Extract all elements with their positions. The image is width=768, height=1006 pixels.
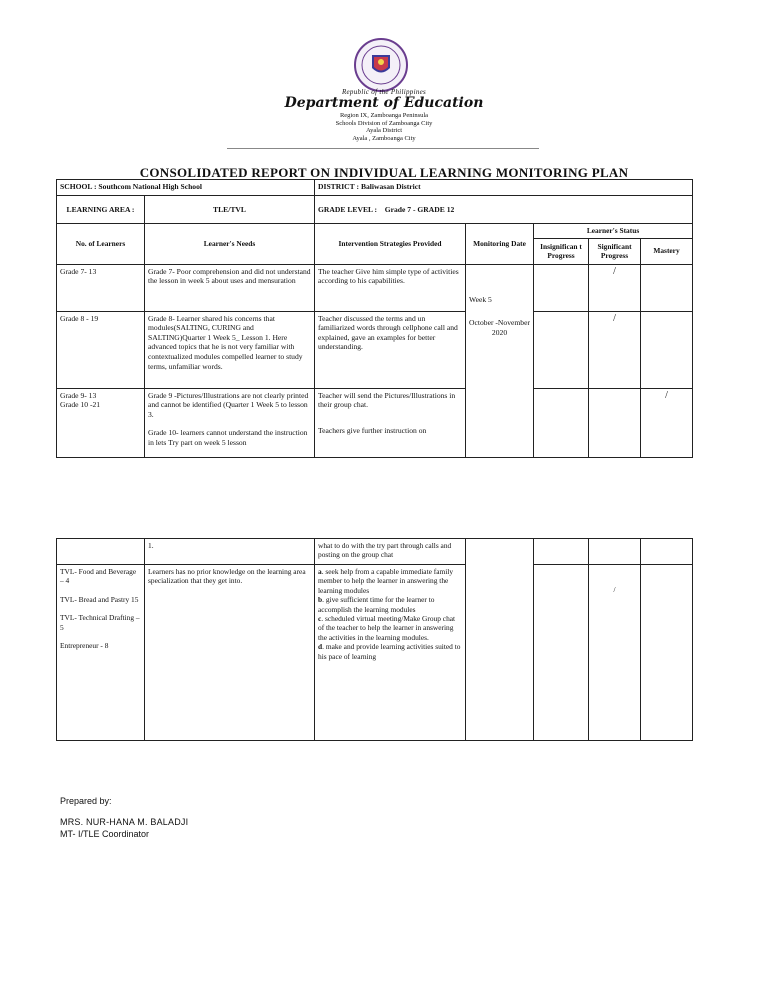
header-learners: No. of Learners	[57, 224, 145, 265]
insignificant-grade9-10	[534, 388, 589, 457]
grade-level-cell	[315, 196, 693, 224]
tvl-significant-mark: /	[589, 565, 641, 741]
district-name: Baliwasan District	[360, 182, 421, 191]
strategies-grade8: Teacher discussed the terms and un familiarized words through cellphone call and explained, gave an examples for better understanding.	[315, 311, 466, 388]
header-monitoring-date: Monitoring Date	[466, 224, 534, 265]
tvl-bread-pastry: TVL- Bread and Pastry 15	[60, 594, 139, 604]
strategy-a: a. seek help from a capable immediate family member to help the learner in answering the learning modules	[318, 567, 454, 595]
needs-grade10: Grade 10- learners cannot understand the instruction in lets Try part on week 5 lesson	[148, 428, 308, 447]
school-label: SCHOOL :	[60, 182, 97, 191]
grade-level-value: Grade 7 - GRADE 12	[384, 204, 455, 214]
cont-needs-item: 1.	[145, 539, 315, 565]
continuation-table	[56, 538, 693, 741]
header-mastery: Mastery	[641, 238, 693, 264]
letterhead-divider	[227, 148, 539, 149]
republic-line: Republic of the Philippines	[341, 88, 427, 96]
district-line: Ayala District	[365, 127, 403, 135]
significant-grade9-10	[589, 388, 641, 457]
district-label: DISTRICT :	[318, 182, 360, 191]
deped-seal-logo	[353, 37, 409, 93]
learners-grade9: Grade 9- 13	[60, 390, 97, 400]
prepared-by-label: Prepared by:	[60, 796, 112, 806]
strategies-grade7: The teacher Give him simple type of activities according to his capabilities.	[315, 264, 466, 311]
tvl-strategies	[315, 565, 466, 741]
needs-grade9-10	[145, 388, 315, 457]
header-strategies: Intervention Strategies Provided	[315, 224, 466, 265]
division-line: Schools Division of Zamboanga City	[335, 119, 433, 127]
strategies-grade10: Teachers give further instruction on	[318, 425, 427, 435]
city-line: Ayala , Zamboanga City	[352, 134, 416, 142]
tvl-technical-drafting: TVL- Technical Drafting – 5	[60, 613, 140, 632]
strategy-b: b. give sufficient time for the learner to accomplish the learning modules	[318, 595, 435, 614]
learners-grade9-10	[57, 388, 145, 457]
header-insignificant: Insignifican t Progress	[534, 238, 589, 264]
tvl-food-beverage: TVL- Food and Beverage – 4	[60, 567, 137, 586]
strategy-c: c. scheduled virtual meeting/Make Group chat of the teacher to help the learner in answering the activities in the learning modules.	[318, 614, 456, 642]
significant-grade8-mark: /	[589, 311, 641, 388]
strategy-d: d. make and provide learning activities suited to his pace of learning	[318, 642, 461, 661]
tvl-insignificant-empty	[534, 565, 589, 741]
school-name: Southcom National High School	[98, 182, 203, 191]
learners-grade10: Grade 10 -21	[60, 400, 101, 410]
region-line: Region IX, Zamboanga Peninsula	[339, 112, 429, 119]
monitoring-date-cell	[466, 264, 534, 457]
learning-area-label: LEARNING AREA :	[57, 196, 145, 224]
tvl-learners-cell	[57, 565, 145, 741]
tvl-entrepreneur: Entrepreneur - 8	[60, 641, 109, 651]
strategies-grade9-10	[315, 388, 466, 457]
department-name: Department of Education	[284, 95, 484, 111]
tvl-mastery-empty	[641, 565, 693, 741]
insignificant-grade8	[534, 311, 589, 388]
strategies-grade9: Teacher will send the Pictures/Illustrations in their group chat.	[318, 390, 456, 410]
grade-level-label: GRADE LEVEL :	[318, 204, 378, 214]
significant-grade7-mark: /	[589, 264, 641, 311]
needs-grade7: Grade 7- Poor comprehension and did not understand the lesson in week 5 about uses and mensuration	[145, 264, 315, 311]
cont-mastery-empty	[641, 539, 693, 565]
learning-area-value: TLE/TVL	[145, 196, 315, 224]
learners-grade8: Grade 8 - 19	[57, 311, 145, 388]
preparer-name: MRS. NUR-HANA M. BALADJI	[60, 817, 189, 827]
monitoring-week: Week 5	[469, 294, 492, 304]
cont-insignificant-empty	[534, 539, 589, 565]
tvl-needs: Learners has no prior knowledge on the learning area specialization that they get into.	[145, 565, 315, 741]
header-significant: Significant Progress	[589, 238, 641, 264]
report-title: CONSOLIDATED REPORT ON INDIVIDUAL LEARNING MONITORING PLAN	[139, 165, 629, 180]
mastery-grade9-10-mark: /	[641, 388, 693, 457]
cont-monitoring-empty	[466, 539, 534, 741]
monitoring-date-range: October -November 2020	[469, 318, 530, 337]
monitoring-table	[56, 179, 693, 458]
cont-significant-empty	[589, 539, 641, 565]
insignificant-grade7	[534, 264, 589, 311]
cont-learners-empty	[57, 539, 145, 565]
mastery-grade8	[641, 311, 693, 388]
header-learner-status: Learner's Status	[534, 224, 693, 239]
school-cell	[57, 180, 315, 196]
cont-strategies-continued: what to do with the try part through calls and posting on the group chat	[315, 539, 466, 565]
needs-grade8: Grade 8- Learner shared his concerns that modules(SALTING, CURING and SALTING)Quarter 1 Week 5_ Lesson 1. Here advanced topics that he is not very familiar with contextualized modules compelled learner to study terms, unfamiliar words.	[145, 311, 315, 388]
mastery-grade7	[641, 264, 693, 311]
header-needs: Learner's Needs	[145, 224, 315, 265]
needs-grade9: Grade 9 -Pictures/Illustrations are not clearly printed and cannot be identified (Quarter 1 Week 5 to lesson 3.	[148, 390, 309, 419]
district-cell	[315, 180, 693, 196]
preparer-role: MT- I/TLE Coordinator	[60, 829, 150, 839]
learners-grade7: Grade 7- 13	[57, 264, 145, 311]
